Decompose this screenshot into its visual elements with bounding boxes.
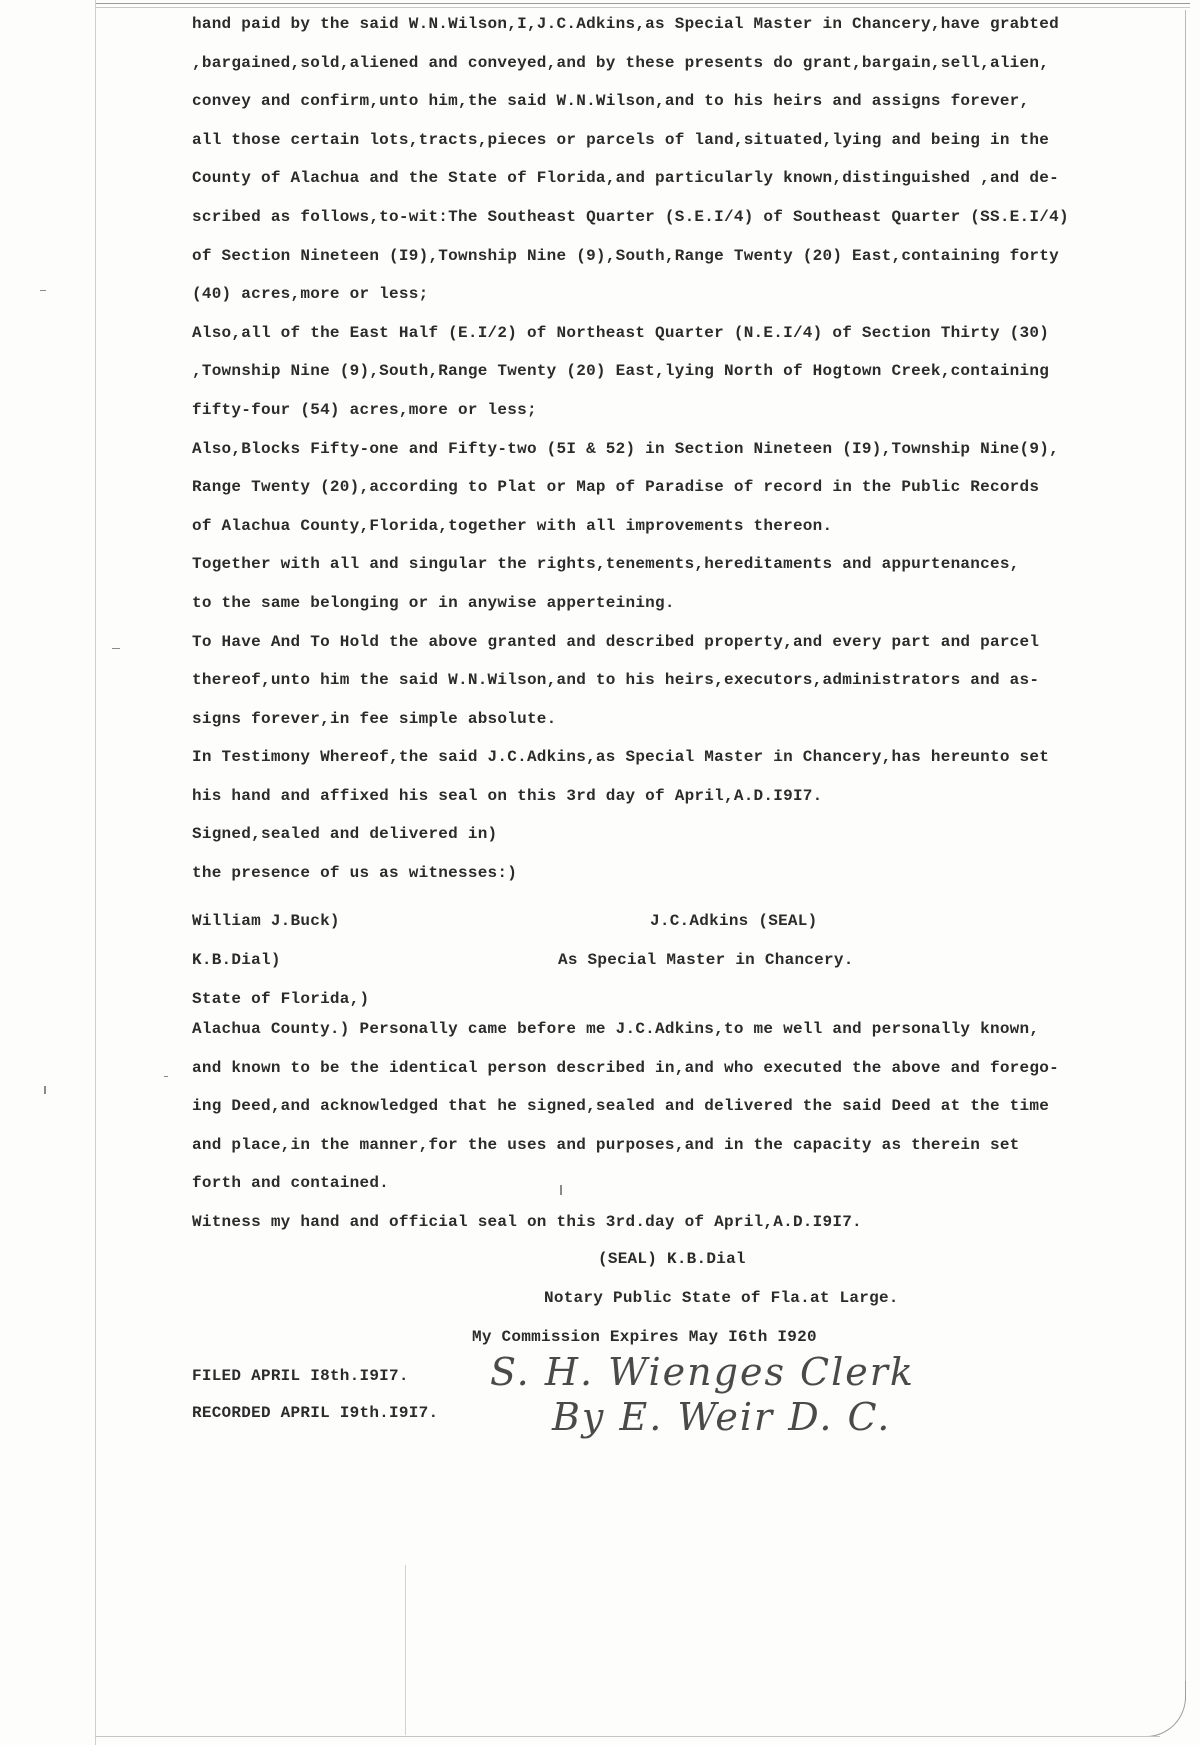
notary-line: and place,in the manner,for the uses and purposes,and in the capacity as therein set	[192, 1135, 1020, 1154]
body-line: Also,Blocks Fifty-one and Fifty-two (5I & 52) in Section Nineteen (I9),Township Nine(9),	[192, 439, 1059, 458]
recorded-date: RECORDED APRIL I9th.I9I7.	[192, 1404, 439, 1422]
witness-2: K.B.Dial)	[192, 951, 281, 969]
notary-line: and known to be the identical person described in,and who executed the above and forego-	[192, 1058, 1059, 1077]
body-line: County of Alachua and the State of Florida,and particularly known,distinguished ,and de-	[192, 169, 1059, 188]
body-line: signs forever,in fee simple absolute.	[192, 709, 557, 728]
body-line: Together with all and singular the rights,tenements,hereditaments and appurtenances,	[192, 555, 1020, 574]
state-line: State of Florida,)	[192, 990, 370, 1008]
body-line: ,bargained,sold,aliened and conveyed,and by these presents do grant,bargain,sell,alien,	[192, 53, 1050, 72]
scan-artifact-line	[405, 1565, 406, 1735]
deed-body	[192, 14, 1122, 902]
top-rule	[95, 3, 1190, 4]
body-line: Signed,sealed and delivered in)	[192, 825, 498, 844]
notary-acknowledgment	[192, 1019, 1122, 1251]
signer-title: As Special Master in Chancery.	[558, 951, 854, 969]
body-line: hand paid by the said W.N.Wilson,I,J.C.Adkins,as Special Master in Chancery,have grabted	[192, 15, 1059, 33]
notary-title: Notary Public State of Fla.at Large.	[544, 1289, 899, 1307]
bottom-page-edge	[95, 1736, 1160, 1737]
notary-line: forth and contained.	[192, 1174, 390, 1193]
body-line: of Section Nineteen (I9),Township Nine (9),South,Range Twenty (20) East,containing forty	[192, 246, 1059, 265]
clerk-signature: S. H. Wienges Clerk	[490, 1350, 915, 1394]
witness-1: William J.Buck)	[192, 912, 340, 930]
scan-speck	[44, 1086, 46, 1094]
page-curl	[1145, 1681, 1186, 1737]
signer: J.C.Adkins (SEAL)	[650, 912, 818, 930]
body-line: (40) acres,more or less;	[192, 285, 429, 304]
scan-speck	[112, 648, 120, 649]
body-line: To Have And To Hold the above granted and described property,and every part and parcel	[192, 632, 1040, 651]
body-line: all those certain lots,tracts,pieces or parcels of land,situated,lying and being in the	[192, 130, 1050, 149]
notary-line: Witness my hand and official seal on this 3rd.day of April,A.D.I9I7.	[192, 1212, 862, 1231]
notary-line: Alachua County.) Personally came before me J.C.Adkins,to me well and personally known,	[192, 1020, 1040, 1038]
deputy-clerk-signature: By E. Weir D. C.	[552, 1395, 892, 1439]
filed-date: FILED APRIL I8th.I9I7.	[192, 1367, 409, 1385]
body-line: to the same belonging or in anywise apperteining.	[192, 593, 675, 612]
scan-speck	[40, 290, 46, 291]
body-line: his hand and affixed his seal on this 3rd day of April,A.D.I9I7.	[192, 786, 823, 805]
left-page-edge	[95, 0, 96, 1745]
right-page-edge	[1185, 10, 1186, 1700]
body-line: of Alachua County,Florida,together with all improvements thereon.	[192, 516, 833, 535]
body-line: ,Township Nine (9),South,Range Twenty (20) East,lying North of Hogtown Creek,containing	[192, 362, 1050, 381]
body-line: fifty-four (54) acres,more or less;	[192, 400, 537, 419]
body-line: Range Twenty (20),according to Plat or Map of Paradise of record in the Public Records	[192, 478, 1040, 497]
body-line: convey and confirm,unto him,the said W.N.Wilson,and to his heirs and assigns forever,	[192, 92, 1030, 111]
scan-speck	[164, 1076, 168, 1077]
body-line: the presence of us as witnesses:)	[192, 864, 518, 883]
notary-seal: (SEAL) K.B.Dial	[598, 1250, 746, 1268]
top-rule-secondary	[95, 7, 1190, 8]
body-line: scribed as follows,to-wit:The Southeast Quarter (S.E.I/4) of Southeast Quarter (SS.E.I/4)	[192, 207, 1069, 226]
notary-line: ing Deed,and acknowledged that he signed,sealed and delivered the said Deed at the time	[192, 1097, 1050, 1116]
body-line: In Testimony Whereof,the said J.C.Adkins,as Special Master in Chancery,has hereunto set	[192, 748, 1050, 767]
commission-expiry: My Commission Expires May I6th I920	[472, 1328, 817, 1346]
body-line: Also,all of the East Half (E.I/2) of Northeast Quarter (N.E.I/4) of Section Thirty (30)	[192, 323, 1050, 342]
body-line: thereof,unto him the said W.N.Wilson,and to his heirs,executors,administrators and as-	[192, 671, 1040, 690]
